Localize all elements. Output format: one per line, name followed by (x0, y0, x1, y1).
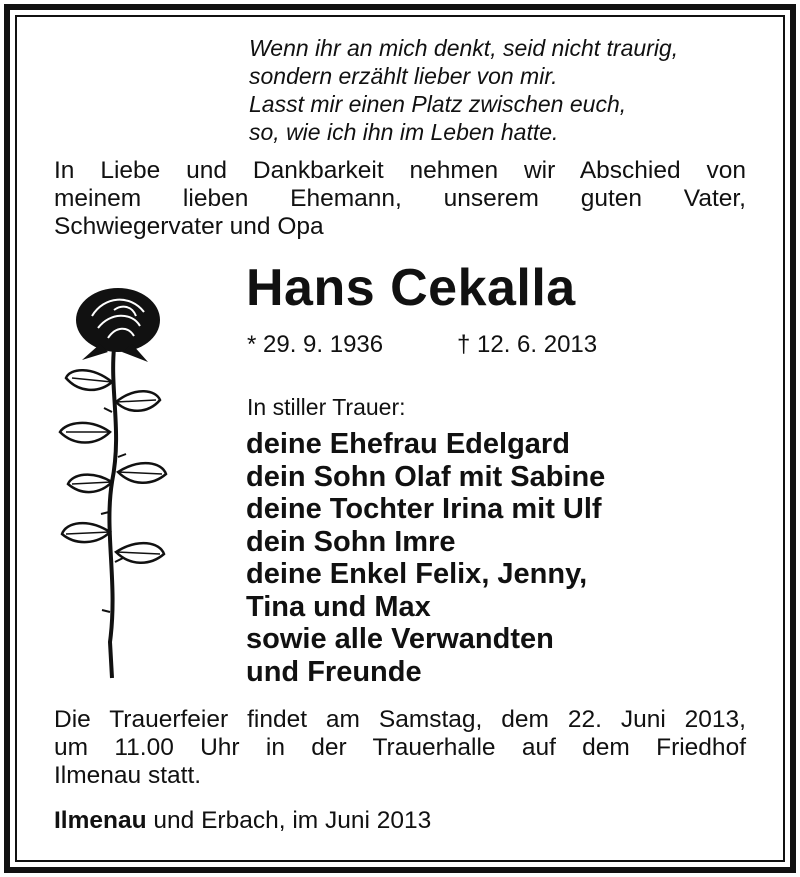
intro-text (54, 157, 746, 241)
family-line: und Freunde (246, 655, 422, 688)
rose-icon (52, 282, 176, 682)
service-info (54, 706, 746, 790)
poem (249, 34, 769, 146)
birth-date: * 29. 9. 1936 (247, 331, 384, 358)
family-line: dein Sohn Olaf mit Sabine (246, 460, 606, 493)
intro-line: Schwiegervater und Opa (54, 213, 324, 240)
family-list (246, 428, 605, 688)
family-line: deine Tochter Irina mit Ulf (246, 493, 602, 525)
poem-line: sondern erzählt lieber von mir. (249, 63, 558, 89)
family-line: deine Enkel Felix, Jenny, (246, 558, 588, 590)
family-line: deine Ehefrau Edelgard (246, 428, 570, 460)
death-date: † 12. 6. 2013 (457, 331, 598, 358)
mourning-label: In stiller Trauer: (247, 394, 406, 420)
signature-place: Ilmenau (54, 807, 147, 834)
family-line: dein Sohn Imre (246, 525, 456, 558)
signature-rest: und Erbach, im Juni 2013 (146, 807, 432, 834)
intro-line: In Liebe und Dankbarkeit nehmen wir Abschied von (54, 157, 746, 184)
service-line: Die Trauerfeier findet am Samstag, dem 22. Juni 2013, (54, 706, 746, 733)
poem-line: so, wie ich ihn im Leben hatte. (249, 119, 559, 145)
service-line: Ilmenau statt. (54, 762, 202, 789)
poem-line: Wenn ihr an mich denkt, seid nicht traurig, (249, 35, 679, 61)
life-dates (247, 331, 598, 359)
family-line: Tina und Max (246, 590, 431, 623)
signature (54, 807, 431, 835)
service-line: um 11.00 Uhr in der Trauerhalle auf dem Friedhof (54, 734, 746, 761)
family-line: sowie alle Verwandten (246, 623, 554, 655)
deceased-name: Hans Cekalla (246, 259, 576, 317)
intro-line: meinem lieben Ehemann, unserem guten Vater, (54, 185, 746, 212)
poem-line: Lasst mir einen Platz zwischen euch, (249, 91, 627, 117)
